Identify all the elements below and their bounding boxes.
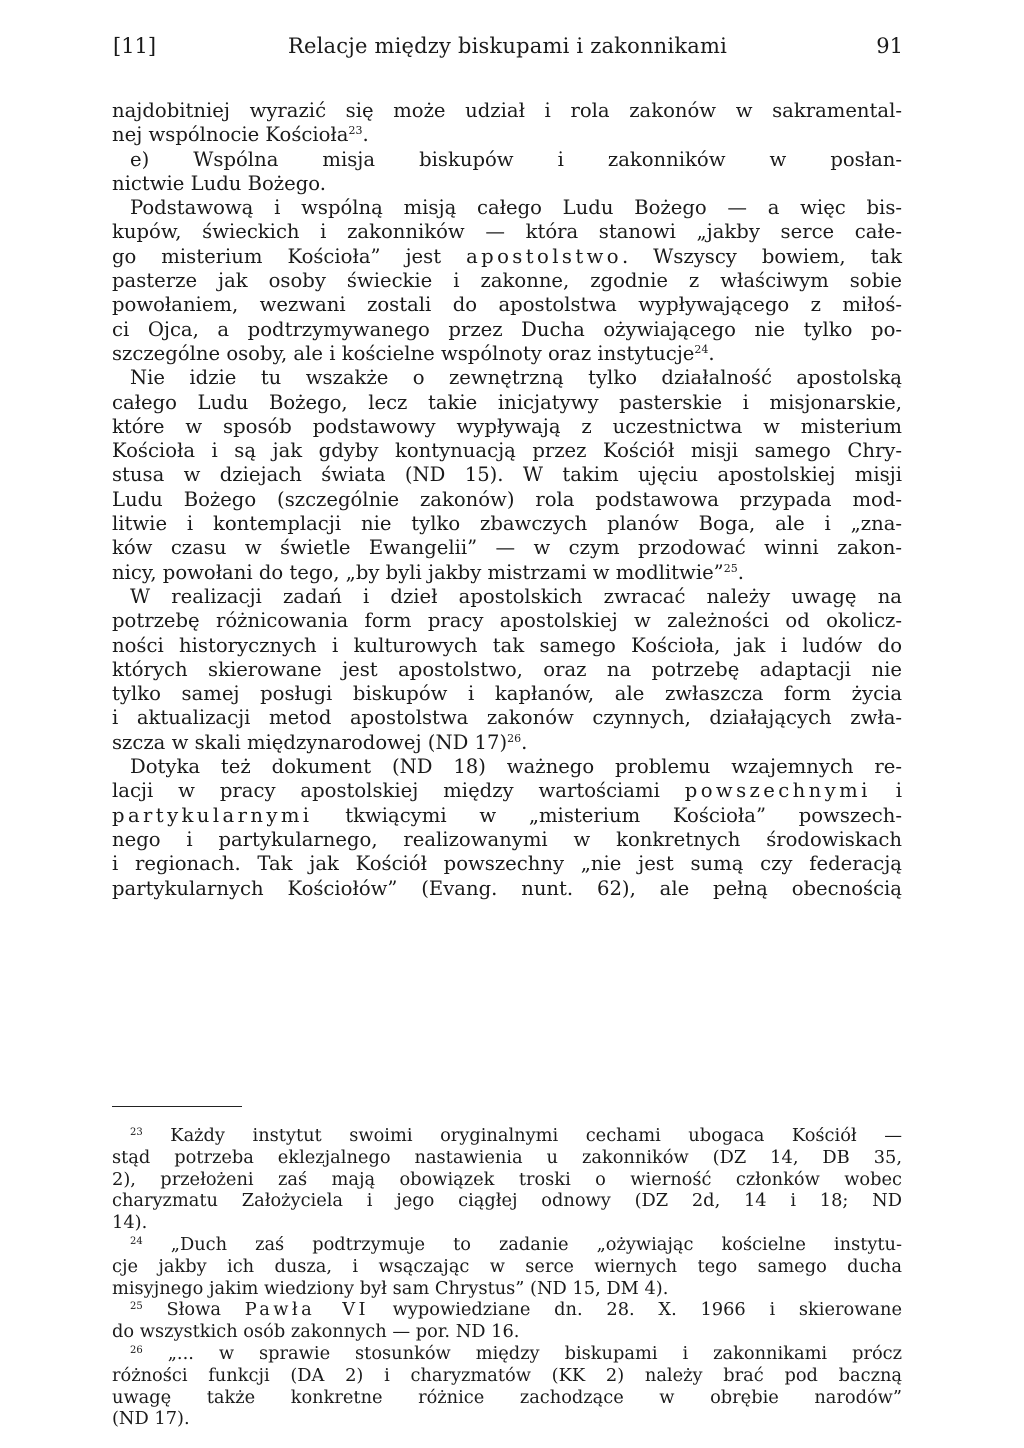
text-line: ków czasu w świetle Ewangelii” — w czym przodować winni zakon-	[112, 536, 902, 560]
footnote-25: $^{25}$ Słowa Pawła VI wypowiedziane dn. 28. X. 1966 i skierowane	[130, 1299, 903, 1321]
section-number: [11]	[113, 34, 157, 58]
emphasis-powszechnymi: powszechnymi	[684, 779, 871, 803]
emphasis-partykularnymi: partykularnymi	[112, 803, 313, 827]
text-line: całego Ludu Bożego, lecz takie inicjatywy pasterskie i misjonarskie,	[112, 390, 902, 414]
footnote-line: do wszystkich osób zakonnych — por. ND 16.	[112, 1321, 520, 1343]
footnote-line: 14).	[112, 1212, 148, 1234]
footnote-line: uwagę także konkretne różnice zachodzące w obrębie narodów”	[112, 1386, 902, 1408]
text-line: szcza w skali międzynarodowej (ND 17)$^{26}$.	[112, 730, 528, 754]
text-line: Nie idzie tu wszakże o zewnętrzną tylko działalność apostolską	[130, 366, 902, 390]
main-text	[112, 99, 902, 901]
text-line: potrzebę różnicowania form pracy apostolskiej w zależności od okolicz-	[112, 609, 902, 633]
text-line: lacji w pracy apostolskiej między wartościami powszechnymi i	[112, 779, 902, 803]
footnote-ref: 23	[348, 124, 363, 138]
text-line: partykularnych Kościołów” (Evang. nunt. 62), ale pełną obecnością	[112, 876, 902, 900]
text-line: Ludu Bożego (szczególnie zakonów) rola podstawowa przypada mod-	[112, 487, 902, 511]
text-line: najdobitniej wyrazić się może udział i rola zakonów w sakramental-	[112, 99, 902, 122]
text-line: nego i partykularnego, realizowanymi w konkretnych środowiskach	[112, 827, 902, 851]
running-title: Relacje między biskupami i zakonnikami	[288, 34, 727, 58]
footnote-ref: 24	[694, 342, 709, 356]
text-line: i aktualizacji metod apostolstwa zakonów czynnych, działających zwła-	[112, 706, 902, 730]
text-line: powołaniem, wezwani zostali do apostolstwa wypływającego z miłoś-	[112, 293, 902, 317]
text-line: kupów, świeckich i zakonników — która stanowi „jakby serce całe-	[112, 220, 902, 244]
footnote-ref: 25	[723, 561, 738, 575]
page-number: 91	[876, 34, 903, 58]
text-line: go misterium Kościoła” jest apostolstwo. Wszyscy bowiem, tak	[112, 244, 902, 268]
text-line: szczególne osoby, ale i kościelne wspólnoty oraz instytucje$^{24}$.	[112, 341, 715, 365]
footnote-line: charyzmatu Założyciela i jego ciągłej odnowy (DZ 2d, 14 i 18; ND	[112, 1190, 902, 1212]
text-line: W realizacji zadań i dzieł apostolskich zwracać należy uwagę na	[130, 584, 902, 608]
emphasis-pawla: Pawła VI	[244, 1299, 369, 1321]
footnote-line: cje jakby ich dusza, i wsączając w serce wiernych tego samego ducha	[112, 1255, 902, 1277]
text-line: Podstawową i wspólną misją całego Ludu Bożego — a więc bis-	[130, 196, 902, 220]
text-line: Dotyka też dokument (ND 18) ważnego problemu wzajemnych re-	[130, 755, 902, 779]
footnote-ref: 26	[507, 731, 522, 745]
text-line: partykularnymi tkwiącymi w „misterium Kościoła” powszech-	[112, 803, 903, 827]
footnote-line: różności funkcji (DA 2) i charyzmatów (KK 2) należy brać pod baczną	[112, 1364, 902, 1386]
text-line: nicy, powołani do tego, „by byli jakby mistrzami w modlitwie”$^{25}$.	[112, 560, 744, 584]
text-line: ności historycznych i kulturowych tak samego Kościoła, jak i ludów do	[112, 633, 902, 657]
footnote-line: misyjnego jakim wiedziony był sam Chrystus” (ND 15, DM 4).	[112, 1277, 669, 1299]
footnotes	[112, 1125, 902, 1430]
text-line: pasterze jak osoby świeckie i zakonne, zgodnie z właściwym sobie	[112, 269, 902, 293]
section-heading-cont: nictwie Ludu Bożego.	[112, 171, 326, 195]
section-heading: e) Wspólna misja biskupów i zakonników w posłan-	[130, 147, 902, 171]
text-line: nej wspólnocie Kościoła$^{23}$.	[112, 123, 369, 147]
text-line: tylko samej posługi biskupów i kapłanów, ale zwłaszcza form życia	[112, 682, 902, 706]
footnote-line: stąd potrzeba eklezjalnego nastawienia u zakonników (DZ 14, DB 35,	[112, 1146, 902, 1168]
emphasis-apostolstwo: apostolstwo	[466, 244, 622, 268]
text-line: ci Ojca, a podtrzymywanego przez Ducha ożywiającego nie tylko po-	[112, 317, 902, 341]
text-line: litwie i kontemplacji nie tylko zbawczych planów Boga, ale i „zna-	[112, 512, 902, 536]
running-header	[113, 34, 903, 64]
footnote-separator	[112, 1106, 242, 1107]
footnote-24: $^{24}$ „Duch zaś podtrzymuje to zadanie „ożywiając kościelne instytu-	[130, 1233, 902, 1255]
text-line: których skierowane jest apostolstwo, oraz na potrzebę adaptacji nie	[112, 657, 902, 681]
text-line: i regionach. Tak jak Kościół powszechny „nie jest sumą czy federacją	[112, 852, 902, 876]
footnote-line: (ND 17).	[112, 1408, 190, 1430]
text-line: które w sposób podstawowy wypływają z uczestnictwa w misterium	[112, 414, 902, 438]
footnote-line: 2), przełożeni zaś mają obowiązek troski o wierność członków wobec	[112, 1168, 902, 1190]
text-line: stusa w dziejach świata (ND 15). W takim ujęciu apostolskiej misji	[112, 463, 902, 487]
footnote-23: $^{23}$ Każdy instytut swoimi oryginalnymi cechami ubogaca Kościół —	[130, 1125, 902, 1146]
footnote-26: $^{26}$ „... w sprawie stosunków między biskupami i zakonnikami prócz	[130, 1342, 903, 1364]
text-line: Kościoła i są jak gdyby kontynuacją przez Kościół misji samego Chry-	[112, 439, 902, 463]
